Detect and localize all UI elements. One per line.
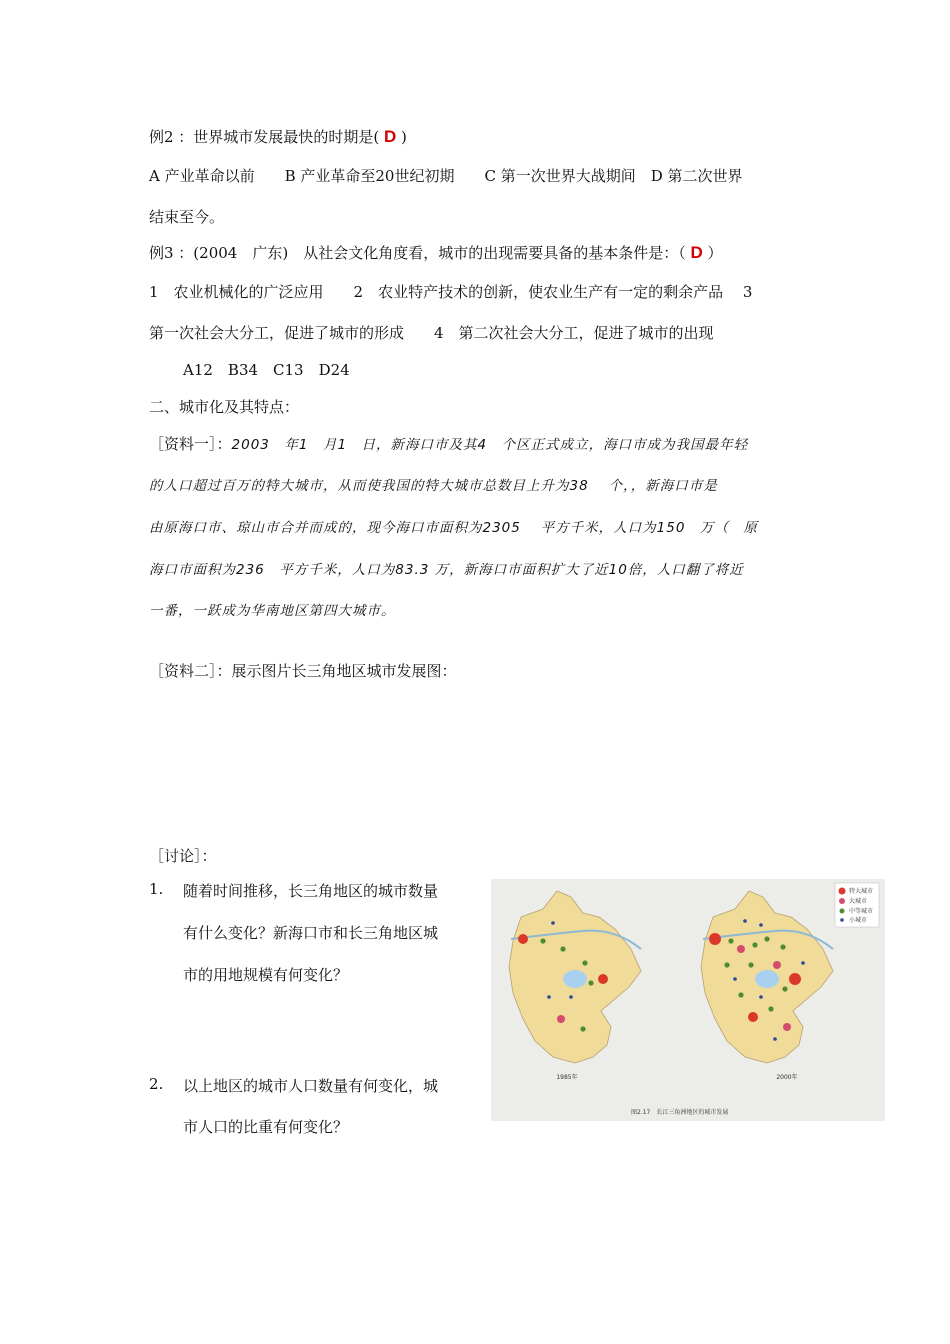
- map-2000-city-shanghai: [789, 973, 801, 985]
- example2-options: A 产业革命以前 B 产业革命至20世纪初期 C 第一次世界大战期间 D 第二次世界: [149, 167, 743, 185]
- discussion-item-1-line-2: 有什么变化？新海口市和长三角地区城: [183, 924, 439, 942]
- material1-line3: 由原海口市、琼山市合并而成的，现今海口市面积为2305 平方千米，人口为150 万（ 原: [149, 520, 758, 536]
- section-two-heading: 二、城市化及其特点：: [149, 398, 300, 416]
- example2-answer: D: [383, 127, 397, 146]
- example3-statements-1: 1 农业机械化的广泛应用 2 农业特产技术的创新，使农业生产有一定的剩余产品 3: [149, 283, 753, 301]
- map-1985-year-label: 1985年: [556, 1074, 578, 1081]
- figure-caption: 图2.17 长江三角洲地区的城市发展: [631, 1109, 729, 1116]
- legend-label-medium-city: 中等城市: [849, 908, 874, 915]
- material1-line4: 海口市面积为236 平方千米，人口为83.3 万，新海口市面积扩大了近10倍，人口翻了将近: [149, 562, 744, 578]
- map-1985-taihu-lake: [563, 970, 587, 988]
- legend-label-small-city: 小城市: [849, 917, 868, 924]
- yangtze-delta-maps: [491, 879, 885, 1121]
- map-2000-city: [759, 995, 763, 999]
- example2-question: [149, 127, 407, 147]
- example3-question: [149, 243, 723, 263]
- map-1985-city: [560, 946, 565, 951]
- map-2000-city: [728, 938, 733, 943]
- map-2000-city: [773, 1037, 777, 1041]
- map-2000-city: [752, 942, 757, 947]
- map-1985-city: [547, 995, 551, 999]
- legend-label-large-city: 大城市: [849, 898, 868, 905]
- material1-label: ［资料一］：: [149, 435, 232, 453]
- map-2000-city: [764, 936, 769, 941]
- map-1985-city: [582, 960, 587, 965]
- map-2000-city: [738, 992, 743, 997]
- example3-statements-2: 第一次社会大分工，促进了城市的形成 4 第二次社会大分工，促进了城市的出现: [149, 324, 714, 342]
- map-1985-city: [588, 980, 593, 985]
- map-1985: [509, 891, 641, 1081]
- map-2000-taihu-lake: [755, 970, 779, 988]
- map-2000-city: [773, 961, 781, 969]
- map-2000: [701, 891, 833, 1081]
- legend-swatch-medium-city: [840, 909, 845, 914]
- map-1985-city-shanghai: [598, 974, 608, 984]
- discussion-item-1-line-1: 随着时间推移，长三角地区的城市数量: [183, 882, 439, 900]
- map-1985-city: [580, 1026, 585, 1031]
- material1-line1: [149, 434, 748, 455]
- discussion-item-2-number: 2.: [149, 1075, 164, 1093]
- map-legend: [835, 883, 879, 927]
- map-2000-city-hangzhou: [748, 1012, 758, 1022]
- example3-choices: A12 B34 C13 D24: [183, 361, 350, 379]
- map-2000-city: [724, 962, 729, 967]
- map-2000-city: [801, 961, 805, 965]
- map-2000-year-label: 2000年: [776, 1074, 798, 1081]
- map-2000-city: [759, 923, 763, 927]
- example3-question-end: ）: [707, 244, 723, 262]
- material1-text-1: 2003 年1 月1 日，新海口市及其4 个区正式成立，海口市成为我国最年轻: [231, 437, 749, 453]
- map-2000-city: [748, 962, 753, 967]
- discussion-item-1-number: 1.: [149, 880, 164, 898]
- map-2000-city: [768, 1006, 773, 1011]
- example2-question-end: ): [401, 128, 407, 146]
- map-2000-city: [733, 977, 737, 981]
- example3-question-text: 例3 ：(2004 广东) 从社会文化角度看，城市的出现需要具备的基本条件是：（: [149, 244, 686, 262]
- legend-label-megacity: 特大城市: [849, 888, 874, 895]
- map-2000-city: [737, 945, 745, 953]
- map-1985-city: [569, 995, 573, 999]
- map-2000-city: [780, 944, 785, 949]
- material2: ［资料二］：展示图片长三角地区城市发展图：: [149, 662, 457, 680]
- legend-swatch-large-city: [839, 898, 845, 904]
- example3-answer: D: [690, 243, 703, 262]
- map-1985-city-hangzhou: [557, 1015, 565, 1023]
- map-1985-city-nanjing: [518, 934, 528, 944]
- map-1985-city: [540, 938, 545, 943]
- legend-swatch-small-city: [840, 918, 844, 922]
- example2-options-cont: 结束至今。: [149, 208, 225, 226]
- map-2000-city-nanjing: [709, 933, 721, 945]
- material1-line5: 一番，一跃成为华南地区第四大城市。: [149, 603, 396, 619]
- material1-line2: 的人口超过百万的特大城市，从而使我国的特大城市总数目上升为38 个，，新海口市是: [149, 478, 718, 494]
- yangtze-delta-city-map-figure: [491, 879, 885, 1121]
- map-2000-city: [743, 919, 747, 923]
- discussion-heading: ［讨论］：: [149, 847, 217, 865]
- map-2000-city: [782, 986, 787, 991]
- legend-swatch-megacity: [839, 888, 846, 895]
- discussion-item-2-line-1: 以上地区的城市人口数量有何变化，城: [183, 1077, 439, 1095]
- discussion-item-2-line-2: 市人口的比重有何变化？: [183, 1118, 349, 1136]
- discussion-item-1-line-3: 市的用地规模有何变化？: [183, 966, 349, 984]
- map-2000-city: [783, 1023, 791, 1031]
- map-1985-city: [551, 921, 555, 925]
- example2-question-text: 例2 ：世界城市发展最快的时期是(: [149, 128, 380, 146]
